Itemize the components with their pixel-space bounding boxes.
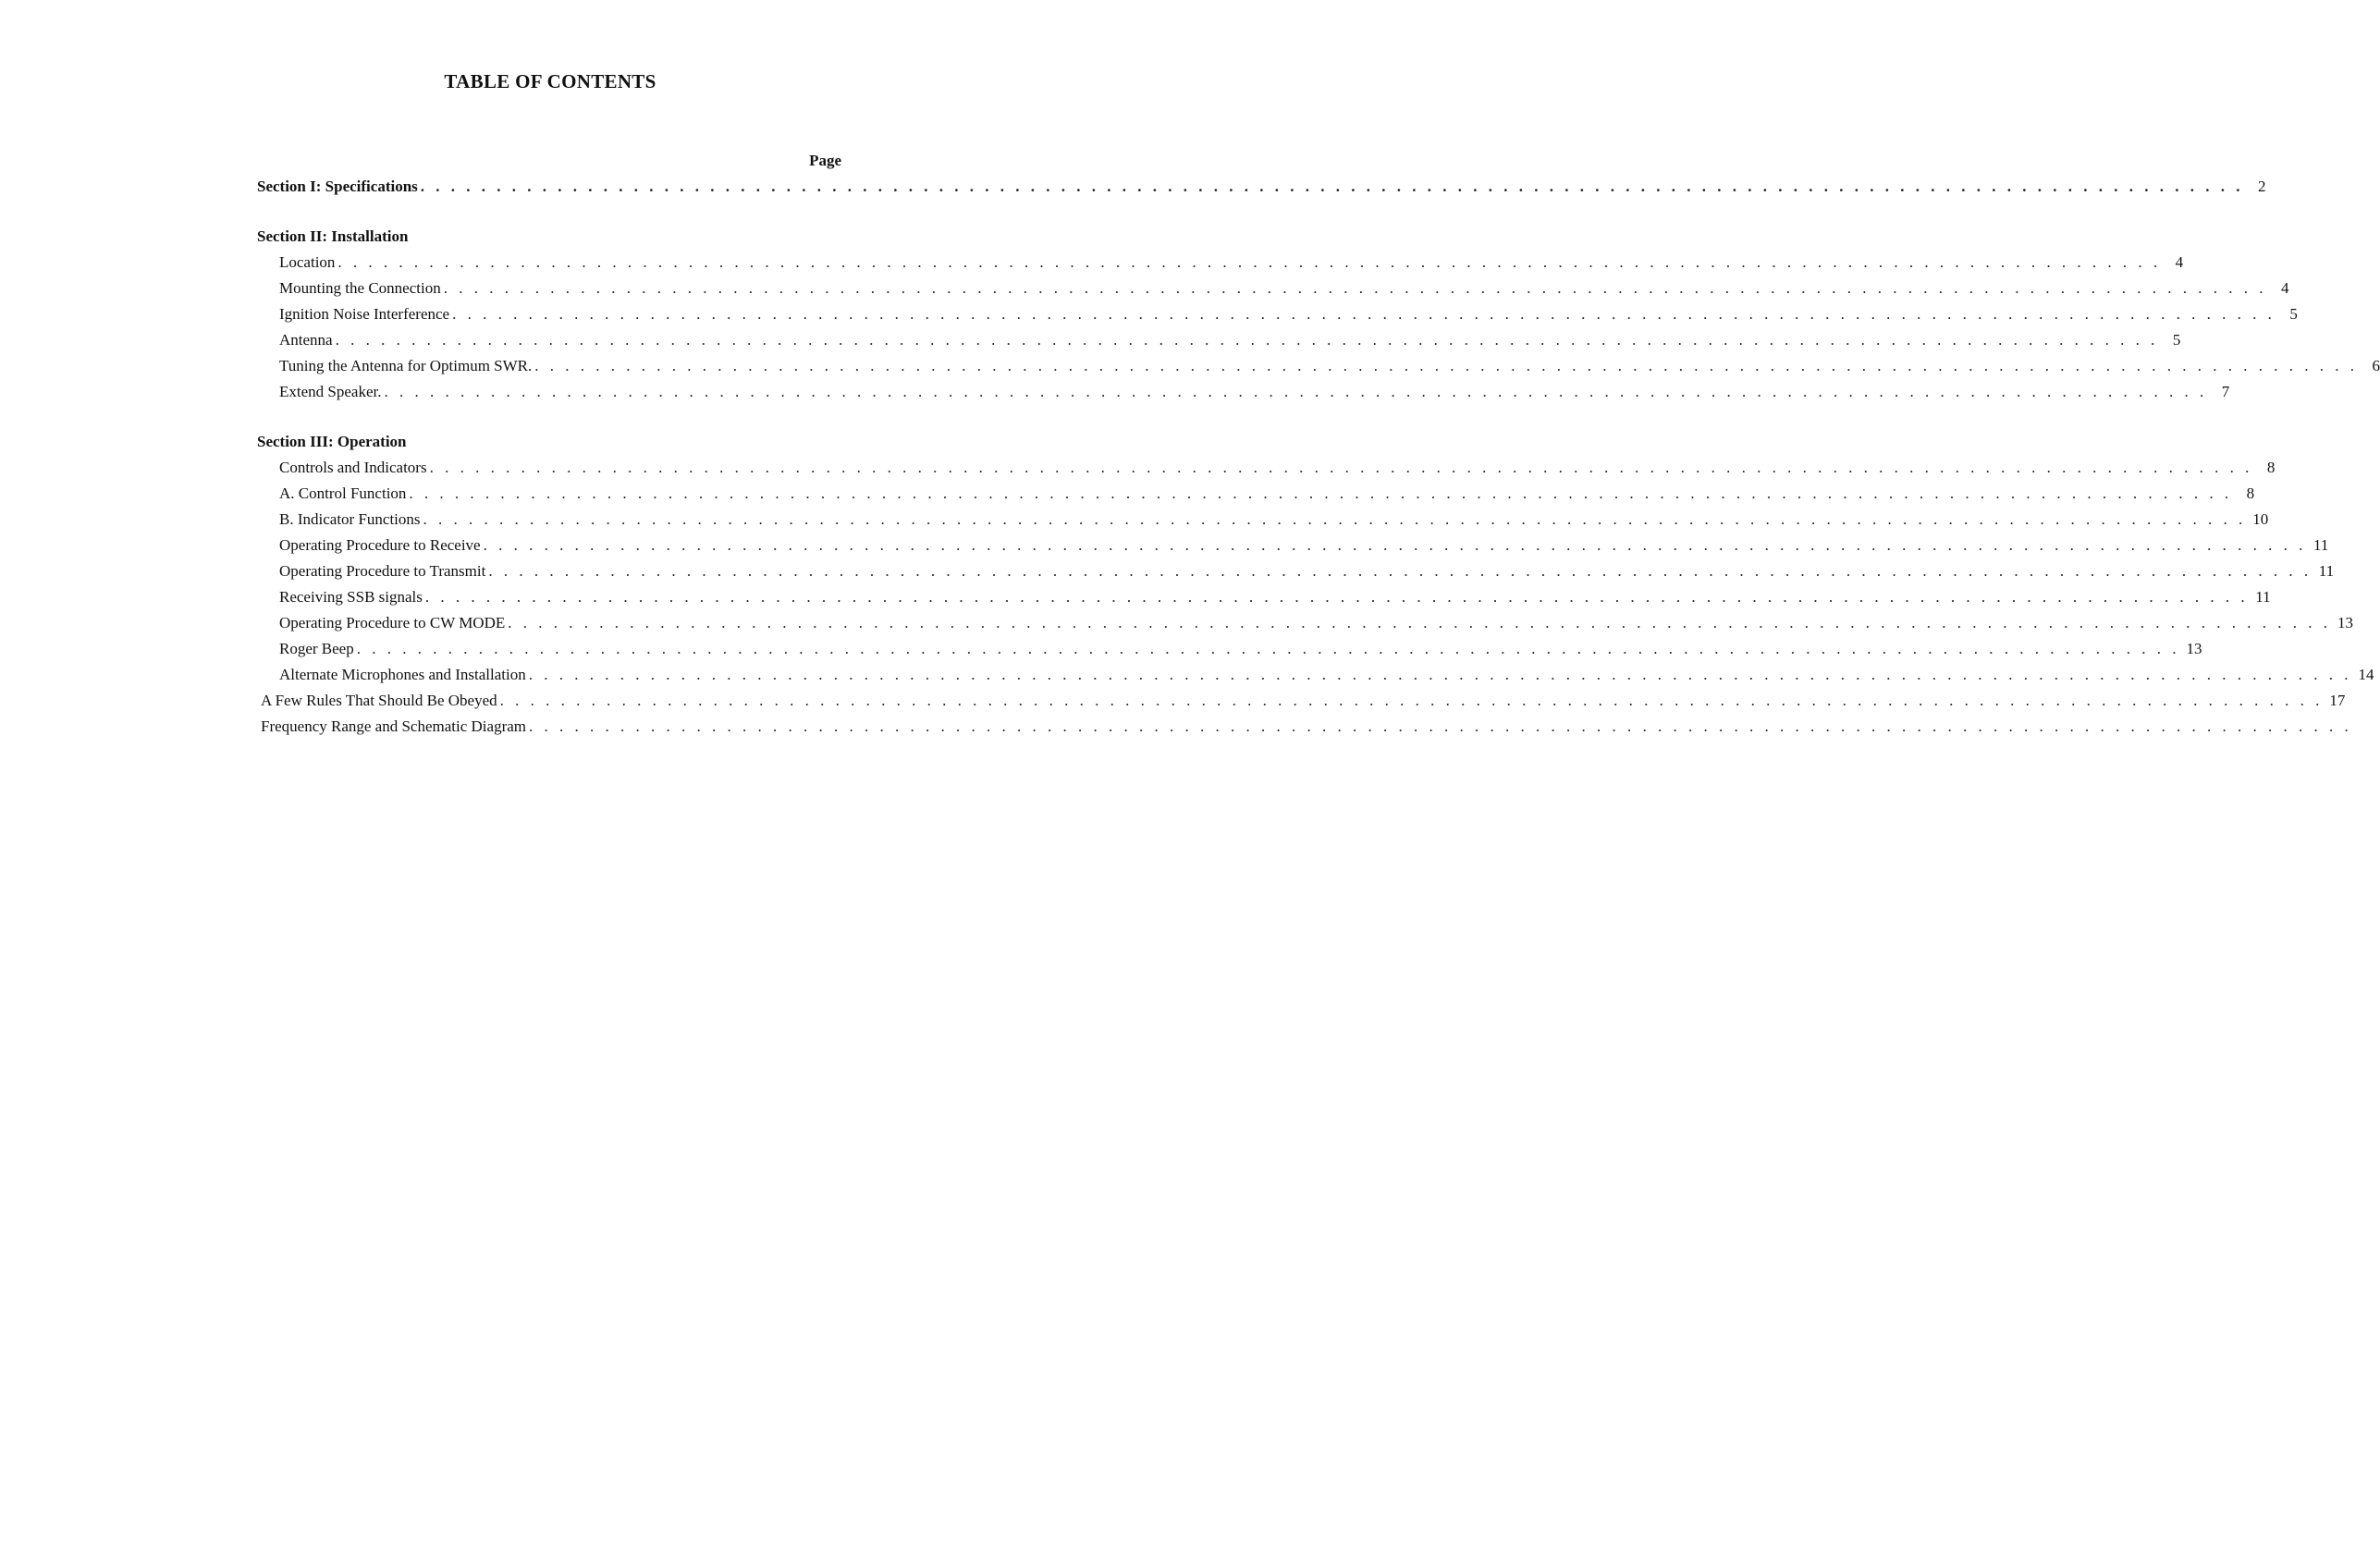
- toc-entry-page: 8: [2246, 484, 2255, 502]
- dot-leader: . . . . . . . . . . . . . . . . . . . . . . . . . . . . . . . . . . . . . . . . . . . . . . . . . . . . . . . . . . . . . . . . . . . . . . . . . . . . . . . . . . . . . . . . . . . . . . . . . . . . . . . . . . . . . . . . . . . . . . . .: [356, 640, 2180, 657]
- toc-entry-antenna[interactable]: [257, 327, 2181, 353]
- dot-leader: . . . . . . . . . . . . . . . . . . . . . . . . . . . . . . . . . . . . . . . . . . . . . . . . . . . . . . . . . . . . . . . . . . . . . . . . . . . . . . . . . . . . . . . . . . . . . . . . . . . . . . . . . . . . . . . . . . . . . . . .: [534, 357, 2359, 374]
- page-column-header: Page: [809, 152, 841, 169]
- dot-leader: . . . . . . . . . . . . . . . . . . . . . . . . . . . . . . . . . . . . . . . . . . . . . . . . . . . . . . . . . . . . . . . . . . . . . . . . . . . . . . . . . . . . . . . . . . . . . . . . . . . . . . . . . . . . . . . . . . . . . . . .: [488, 562, 2313, 580]
- dot-leader: . . . . . . . . . . . . . . . . . . . . . . . . . . . . . . . . . . . . . . . . . . . . . . . . . . . . . . . . . . . . . . . . . . . . . . . . . . . . . . . . . . . . . . . . . . . . . . . . . . . . . . . . . . . . . . . . . . . . . . . .: [483, 536, 2307, 554]
- dot-leader: . . . . . . . . . . . . . . . . . . . . . . . . . . . . . . . . . . . . . . . . . . . . . . . . . . . . . . . . . . . . . . . . . . . . . . . . . . . . . . . . . . . . . . . . . . . . . . . . . . . . . . . . . . . . . . . . . . . . . . . .: [424, 588, 2249, 606]
- toc-entry-page: 13: [2186, 640, 2202, 657]
- dot-leader: . . . . . . . . . . . . . . . . . . . . . . . . . . . . . . . . . . . . . . . . . . . . . . . . . . . . . . . . . . . . . . . . . . . . . . . . . . . . . . . . . . . . . . . . . . . . . . . . . . . . . . . . . . . . . . . . . . . . . . . .: [443, 279, 2267, 297]
- toc-entry-label: Operating Procedure to Transmit: [279, 562, 486, 580]
- toc-entry-label: Controls and Indicators: [279, 459, 427, 476]
- section-gap: [257, 200, 843, 224]
- toc-entry-page: 13: [2337, 614, 2353, 631]
- toc-entry-mounting[interactable]: [257, 276, 2289, 301]
- toc-entry-label: Location: [279, 253, 336, 271]
- dot-leader: . . . . . . . . . . . . . . . . . . . . . . . . . . . . . . . . . . . . . . . . . . . . . . . . . . . . . . . . . . . . . . . . . . . . . . . . . . . . . . . . . . . . . . . . . . . . . . . . . . . . . . . . . . . . . . . . . . . . . . . .: [452, 305, 2276, 323]
- toc-entry-page: 5: [2289, 305, 2298, 323]
- toc-entry-location[interactable]: [257, 250, 2184, 276]
- toc-entry-label: Ignition Noise Interference: [279, 305, 450, 323]
- toc-entry-page: 11: [2313, 536, 2329, 554]
- toc-entry-procedure-transmit[interactable]: [257, 558, 2335, 584]
- toc-entry-page: 8: [2266, 459, 2276, 476]
- toc-entry-page: 4: [2175, 253, 2184, 271]
- dot-leader: . . . . . . . . . . . . . . . . . . . . . . . . . . . . . . . . . . . . . . . . . . . . . . . . . . . . . . . . . . . . . . . . . . . . . . . . . . . . . . . . . . . . . . . . . . . . . . . . . . . . . . . . . . . . . . . . . . . . . . . .: [499, 692, 2324, 709]
- dot-leader: . . . . . . . . . . . . . . . . . . . . . . . . . . . . . . . . . . . . . . . . . . . . . . . . . . . . . . . . . . . . . . . . . . . . . . . . . . . . . . . . . . . . . . . . . . . . . . . . . . . . . . . . . . . . . . . . . . . . . . . .: [409, 484, 2233, 502]
- toc-entry-tuning-antenna[interactable]: [257, 353, 2380, 379]
- toc-entry-ignition-noise[interactable]: [257, 301, 2298, 327]
- toc-entry-page: 11: [2255, 588, 2271, 606]
- toc-entry-label: Mounting the Connection: [279, 279, 441, 297]
- section-heading-operation: Section III: Operation: [257, 433, 407, 450]
- toc-entry-label: Extend Speaker.: [279, 383, 382, 400]
- toc-entry-alternate-microphones[interactable]: [257, 662, 2374, 688]
- toc-entry-roger-beep[interactable]: [257, 636, 2202, 662]
- table-of-contents: [257, 148, 2380, 740]
- page-title: TABLE OF CONTENTS: [444, 70, 656, 92]
- toc-entry-label: B. Indicator Functions: [279, 510, 421, 528]
- toc-entry-controls-indicators[interactable]: [257, 455, 2276, 481]
- dot-leader: . . . . . . . . . . . . . . . . . . . . . . . . . . . . . . . . . . . . . . . . . . . . . . . . . . . . . . . . . . . . . . . . . . . . . . . . . . . . . . . . . . . . . . . . . . . . . . . . . . . . . . . . . . . . . . . . . . . . . . . .: [528, 666, 2352, 683]
- toc-entry-label: A. Control Function: [279, 484, 407, 502]
- toc-entry-extend-speaker[interactable]: [257, 379, 2230, 405]
- toc-entry-label: Frequency Range and Schematic Diagram: [261, 717, 527, 735]
- toc-entry-few-rules[interactable]: [257, 688, 2346, 714]
- toc-entry-label: Operating Procedure to Receive: [279, 536, 481, 554]
- toc-entry-label: Receiving SSB signals: [279, 588, 423, 606]
- toc-entry-page: 6: [2372, 357, 2380, 374]
- toc-entry-label: A Few Rules That Should Be Obeyed: [261, 692, 497, 709]
- toc-entry-page: 11: [2318, 562, 2335, 580]
- toc-entry-receiving-ssb[interactable]: [257, 584, 2271, 610]
- toc-entry-page: 14: [2358, 666, 2374, 683]
- toc-entry-control-function[interactable]: [257, 481, 2255, 507]
- toc-entry-page: 5: [2172, 331, 2181, 349]
- toc-entry-page: 7: [2221, 383, 2230, 400]
- dot-leader: . . . . . . . . . . . . . . . . . . . . . . . . . . . . . . . . . . . . . . . . . . . . . . . . . . . . . . . . . . . . . . . . . . . . . . . . . . . . . . . . . . . . . . . . . . . . . . . . . . . . . . . . . . . . . . . . . . . . . . . .: [384, 383, 2208, 400]
- dot-leader: . . . . . . . . . . . . . . . . . . . . . . . . . . . . . . . . . . . . . . . . . . . . . . . . . . . . . . . . . . . . . . . . . . . . . . . . . . . . . . . . . . . . . . . . . . . . . . . . . . . . . . . . . . . . . . . . . . . . . . . .: [529, 717, 2352, 735]
- toc-entry-label: Roger Beep: [279, 640, 354, 657]
- toc-entry-label: Operating Procedure to CW MODE: [279, 614, 506, 631]
- toc-entry-frequency-range[interactable]: [257, 714, 2352, 740]
- toc-entry-procedure-receive[interactable]: [257, 533, 2329, 558]
- toc-entry-procedure-cw-mode[interactable]: [257, 610, 2353, 636]
- toc-entry-page: 2: [2258, 178, 2266, 195]
- toc-entry-label: Alternate Microphones and Installation: [279, 666, 526, 683]
- toc-entry-page: 4: [2280, 279, 2289, 297]
- toc-entry-label: Tuning the Antenna for Optimum SWR.: [279, 357, 533, 374]
- dot-leader: . . . . . . . . . . . . . . . . . . . . . . . . . . . . . . . . . . . . . . . . . . . . . . . . . . . . . . . . . . . . . . . . . . . . . . . . . . . . . . . . . . . . . . . . . . . . . . . . . . . . . . . . . . . . . . . . . . . . . . . .: [423, 510, 2247, 528]
- toc-entry-section-1[interactable]: [257, 174, 2266, 200]
- toc-entry-indicator-functions[interactable]: [257, 507, 2269, 533]
- toc-entry-page: 10: [2252, 510, 2269, 528]
- section-gap: [257, 405, 843, 429]
- section-heading-installation: Section II: Installation: [257, 227, 409, 245]
- dot-leader: . . . . . . . . . . . . . . . . . . . . . . . . . . . . . . . . . . . . . . . . . . . . . . . . . . . . . . . . . . . . . . . . . . . . . . . . . . . . . . . . . . . . . . . . . . . . . . . . . . . . . . . . . . . . . . . . . . . . . . . .: [429, 459, 2253, 476]
- toc-entry-label: Section I: Specifications: [257, 178, 418, 195]
- toc-entry-page: 17: [2329, 692, 2346, 709]
- toc-entry-label: Antenna: [279, 331, 333, 349]
- dot-leader: . . . . . . . . . . . . . . . . . . . . . . . . . . . . . . . . . . . . . . . . . . . . . . . . . . . . . . . . . . . . . . . . . . . . . . . . . . . . . . . . . . . . . . . . . . . . . . . . . . . . . . . . . . . . . . . . . . . . . . . .: [420, 178, 2244, 195]
- dot-leader: . . . . . . . . . . . . . . . . . . . . . . . . . . . . . . . . . . . . . . . . . . . . . . . . . . . . . . . . . . . . . . . . . . . . . . . . . . . . . . . . . . . . . . . . . . . . . . . . . . . . . . . . . . . . . . . . . . . . . . . .: [508, 614, 2331, 631]
- dot-leader: . . . . . . . . . . . . . . . . . . . . . . . . . . . . . . . . . . . . . . . . . . . . . . . . . . . . . . . . . . . . . . . . . . . . . . . . . . . . . . . . . . . . . . . . . . . . . . . . . . . . . . . . . . . . . . . . . . . . . . . .: [337, 253, 2162, 271]
- dot-leader: . . . . . . . . . . . . . . . . . . . . . . . . . . . . . . . . . . . . . . . . . . . . . . . . . . . . . . . . . . . . . . . . . . . . . . . . . . . . . . . . . . . . . . . . . . . . . . . . . . . . . . . . . . . . . . . . . . . . . . . .: [335, 331, 2159, 349]
